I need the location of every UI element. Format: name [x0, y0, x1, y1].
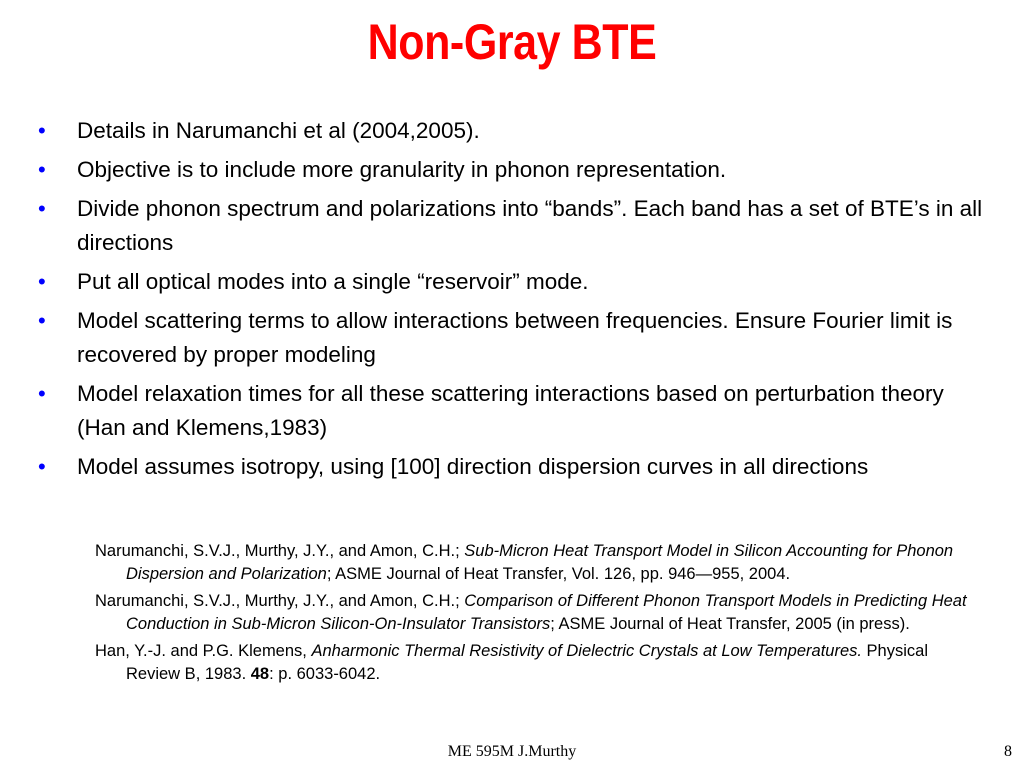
bullet-text: Model scattering terms to allow interactions between frequencies. Ensure Fourier limit is recovered by proper modeling [77, 308, 953, 367]
bullet-item [38, 192, 998, 260]
slide-footer: ME 595M J.Murthy [447, 743, 577, 760]
reference-volume: 48 [250, 664, 270, 683]
bullet-text: Put all optical modes into a single “reservoir” mode. [77, 269, 589, 294]
reference-item [95, 590, 975, 635]
bullet-text: Model relaxation times for all these scattering interactions based on perturbation theory (Han and Klemens,1983) [77, 381, 944, 440]
reference-pages: : p. 6033-6042. [269, 664, 381, 683]
bullet-icon: • [38, 269, 46, 294]
reference-source: ; ASME Journal of Heat Transfer, 2005 (in press). [550, 614, 910, 633]
reference-title: Comparison of Different Phonon Transport Models in Predicting Heat Conduction in Sub-Micron Silicon-On-Insulator Transistors [126, 592, 967, 633]
reference-authors: Han, Y.-J. and P.G. Klemens, [95, 642, 312, 660]
bullet-text: Model assumes isotropy, using [100] direction dispersion curves in all directions [77, 454, 869, 479]
bullet-text: Objective is to include more granularity in phonon representation. [77, 157, 727, 182]
bullet-icon: • [38, 308, 46, 333]
bullet-item [38, 153, 998, 187]
bullet-item [38, 265, 998, 299]
reference-item [95, 640, 975, 685]
bullet-icon: • [38, 454, 46, 479]
reference-source: ; ASME Journal of Heat Transfer, Vol. 126, pp. 946—955, 2004. [326, 564, 791, 583]
bullet-item [38, 114, 998, 148]
bullet-icon: • [38, 118, 46, 143]
page-number: 8 [1004, 743, 1012, 760]
bullet-item [38, 304, 998, 372]
bullet-icon: • [38, 157, 46, 182]
bullet-item [38, 450, 998, 484]
bullet-text: Divide phonon spectrum and polarizations into “bands”. Each band has a set of BTE’s in all directions [77, 196, 983, 255]
slide-title: Non-Gray BTE [367, 14, 657, 70]
reference-title: Sub-Micron Heat Transport Model in Silicon Accounting for Phonon Dispersion and Polarization [126, 542, 954, 583]
reference-title: Anharmonic Thermal Resistivity of Dielectric Crystals at Low Temperatures. [311, 642, 862, 660]
reference-authors: Narumanchi, S.V.J., Murthy, J.Y., and Amon, C.H.; [95, 542, 465, 560]
bullet-list [38, 114, 998, 489]
reference-item [95, 540, 975, 585]
bullet-item [38, 377, 998, 445]
bullet-icon: • [38, 196, 46, 221]
bullet-icon: • [38, 381, 46, 406]
reference-source: Physical Review B, 1983. [126, 642, 928, 683]
bullet-text: Details in Narumanchi et al (2004,2005). [77, 118, 480, 143]
references [95, 540, 975, 690]
reference-authors: Narumanchi, S.V.J., Murthy, J.Y., and Amon, C.H.; [95, 592, 465, 610]
